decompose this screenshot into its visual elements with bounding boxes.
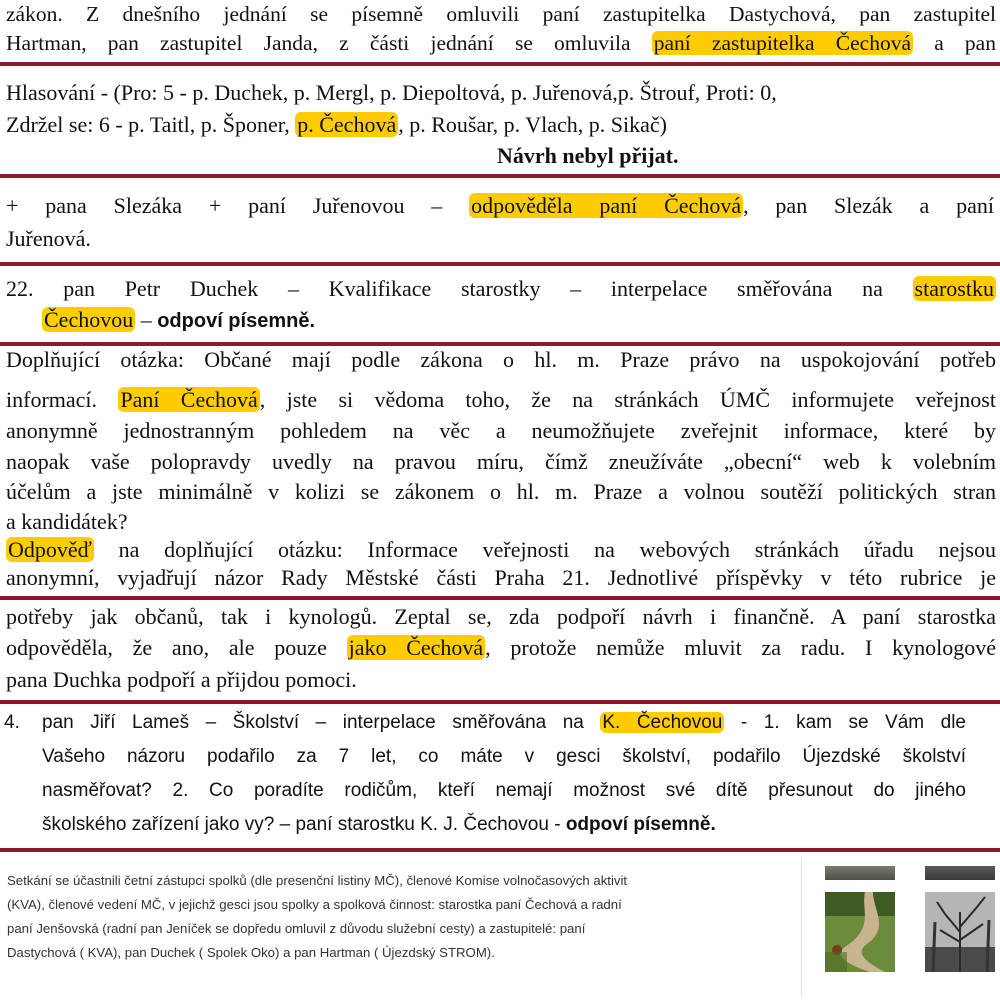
snippet-5-line-4: naopak vaše polopravdy uvedly na pravou míru, čímž zneužíváte „obecní“ web k volebním [6,449,996,474]
highlight-cechova: odpověděla paní Čechová [471,193,742,218]
vote-result: Návrh nebyl přijat. [497,143,679,168]
highlight-cechova: K. Čechovou [602,712,723,733]
photo-thumbnail [925,866,995,880]
snippet-8-line-4: Dastychová ( KVA), pan Duchek ( Spolek Oko) a pan Hartman ( Újezdský STROM). [7,945,495,960]
snippet-5-line-7: Odpověď na doplňující otázku: Informace veřejnosti na webových stránkách úřadu nejsou [8,537,996,562]
snippet-5-line-6: a kandidátek? [6,509,128,534]
snippet-3 [0,178,1000,260]
highlight-odpoved: Odpověď [8,537,92,562]
highlight-cechova: paní zastupitelka Čechová [653,31,911,55]
snippet-5-line-1: Doplňující otázka: Občané mají podle zákona o hl. m. Praze právo na uspokojování potřeb [6,347,996,372]
highlight-cechova: Čechovou [44,307,134,332]
photo-thumbnail-forest-path [825,892,895,972]
snippet-8-line-3: paní Jenšovská (radní pan Jeníček se dopředu omluvil z důvodu služební cesty) a zastupitelé: paní [7,921,586,936]
snippet-6-line-1: potřeby jak občanů, tak i kynologů. Zeptal se, zda podpoří návrh i finančně. A paní starostka [6,604,996,629]
snippet-7-line-2: Vašeho názoru podařilo za 7 let, co máte v gesci školství, podařilo Újezdské školství [42,746,966,767]
snippet-3-line-2: Juřenová. [6,226,91,251]
snippet-1-line-1: zákon. Z dnešního jednání se písemně omluvili paní zastupitelka Dastychová, pan zastupitel [6,2,996,26]
snippet-2 [0,66,1000,174]
photo-thumbnail [825,866,895,880]
snippet-2-line-1: Hlasování - (Pro: 5 - p. Duchek, p. Mergl, p. Diepoltová, p. Juřenová,p. Štrouf, Proti: 0, [6,80,777,105]
snippet-7-line-3: nasměřovat? 2. Co poradíte rodičům, kteří nemají možnost své dítě přesunout do jiného [42,780,966,801]
highlight-cechova: p. Čechová [297,112,397,137]
highlight-cechova: jako Čechová [348,635,484,660]
snippet-5-line-2: informací. Paní Čechová, jste si vědoma toho, že na stránkách ÚMČ informujete veřejnost [6,387,996,412]
highlight-cechova: starostku [914,276,994,301]
snippet-7-line-1: pan Jiří Lameš – Školství – interpelace směřována na K. Čechovou - 1. kam se Vám dle [42,712,966,733]
snippet-6-line-2: odpověděla, že ano, ale pouze jako Čechová, protože nemůže mluvit za radu. I kynologové [6,635,996,660]
snippet-4-line-2: Čechovou – odpoví písemně. [44,307,316,332]
item-number: 4. [4,712,20,733]
snippet-5-line-5: účelům a jste minimálně v kolizi se zákonem o hl. m. Praze a volnou soutěží politických stran [6,479,996,504]
divider [801,857,802,997]
snippet-8 [0,852,1000,1003]
trees-image [925,892,995,972]
photo-thumbnail-trees [925,892,995,972]
forest-path-image [825,892,895,972]
snippet-2-line-2: Zdržel se: 6 - p. Taitl, p. Šponer, p. Čechová, p. Roušar, p. Vlach, p. Sikač) [6,112,667,137]
snippet-7 [0,704,1000,848]
snippet-4-line-1: 22. pan Petr Duchek – Kvalifikace starostky – interpelace směřována na starostku [6,276,994,301]
snippet-8-line-2: (KVA), členové vedení MČ, v jejichž gesci jsou spolky a spolková činnost: starostka paní Čechová a radní [7,897,622,912]
snippet-7-line-4: školského zařízení jako vy? – paní starostku K. J. Čechovou - odpoví písemně. [42,814,716,835]
snippet-4 [0,266,1000,342]
snippet-1 [0,0,1000,60]
highlight-cechova: Paní Čechová [120,387,258,412]
snippet-3-line-1: + pana Slezáka + paní Juřenovou – odpověděla paní Čechová, pan Slezák a paní [6,193,994,218]
snippet-5-line-8: anonymní, vyjadřují názor Rady Městské části Praha 21. Jednotlivé příspěvky v této rubrice je [6,565,996,590]
snippet-1-line-2: Hartman, pan zastupitel Janda, z části jednání se omluvila paní zastupitelka Čechová a pan [6,31,996,55]
snippet-5 [0,346,1000,596]
snippet-5-line-3: anonymně jednostranným pohledem na věc a neumožňujete zveřejnit informace, které by [6,418,996,443]
snippet-6 [0,600,1000,700]
snippet-8-line-1: Setkání se účastnili četní zástupci spolků (dle presenční listiny MČ), členové Komise volnočasových aktivit [7,873,628,888]
snippet-6-line-3: pana Duchka podpoří a přijdou pomoci. [6,667,357,692]
